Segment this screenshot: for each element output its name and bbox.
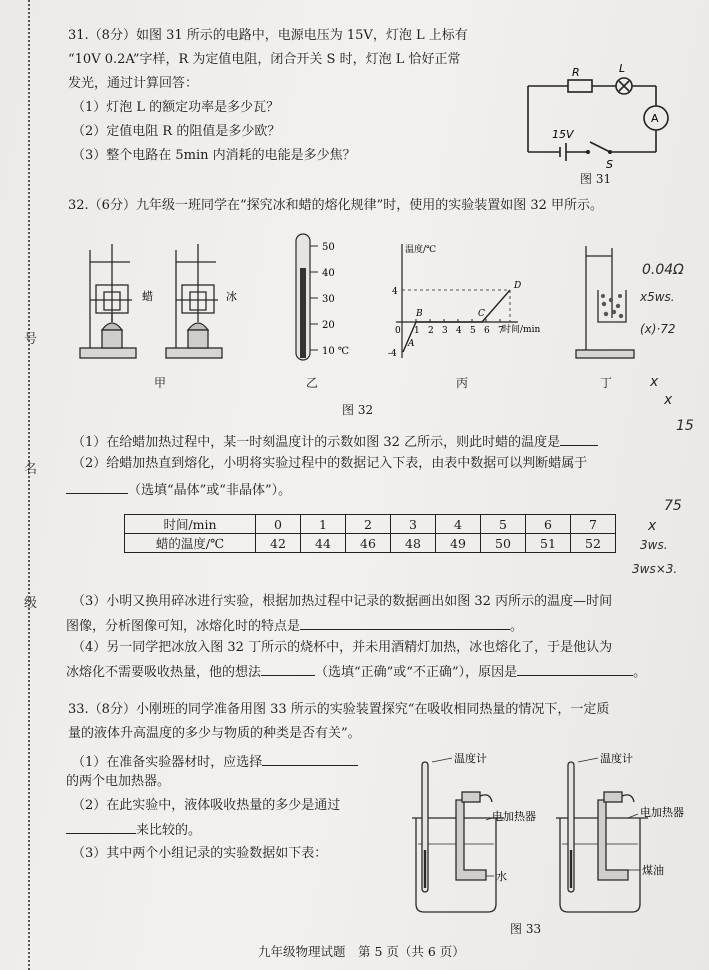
circuit-voltage-label: 15V	[552, 128, 574, 141]
table-cell: 48	[391, 534, 436, 553]
graph-ylabel: 温度/℃	[405, 245, 437, 255]
fig32-bing-caption: 丙	[456, 376, 469, 390]
table-cell: 51	[526, 534, 571, 553]
q31-sub1: （1）灯泡 L 的额定功率是多少瓦？	[72, 100, 280, 115]
table-cell: 7	[571, 515, 616, 534]
table-cell: 44	[301, 534, 346, 553]
handwritten-note: 3ws.	[640, 538, 668, 552]
fig33-oil-label: 煤油	[642, 864, 664, 877]
table-cell: 5	[481, 515, 526, 534]
table-cell: 0	[256, 515, 301, 534]
graph-ytick-neg4: -4	[388, 349, 397, 359]
table-header-time: 时间/min	[125, 515, 256, 534]
graph-xtick-6: 6	[484, 326, 490, 336]
q33-sub1b: 的两个电加热器。	[66, 774, 171, 789]
handwritten-note: 75	[664, 498, 682, 514]
handwritten-note: x	[650, 374, 659, 390]
graph-xtick-5: 5	[470, 326, 476, 336]
q33-sub3: （3）其中两个小组记录的实验数据如下表：	[72, 846, 328, 861]
handwritten-note: 3ws×3.	[632, 562, 678, 576]
graph-point-c: C	[478, 309, 485, 319]
table-cell: 46	[346, 534, 391, 553]
fig33-heater-label-2: 电加热器	[640, 806, 684, 819]
graph-ytick-4: 4	[392, 287, 398, 297]
fig33-caption: 图 33	[510, 922, 542, 936]
graph-xlabel: 时间/min	[502, 325, 541, 335]
graph-xtick-3: 3	[442, 326, 448, 336]
q32-stem: 32.（6分）九年级一班同学在“探究冰和蜡的熔化规律”时，使用的实验装置如图 32 甲所示。	[68, 198, 604, 213]
table-cell: 6	[526, 515, 571, 534]
graph-point-b: B	[416, 309, 423, 319]
graph-xtick-2: 2	[428, 326, 434, 336]
fig32-caption: 图 32	[342, 403, 374, 417]
q32-sub1-text: （1）在给蜡加热过程中，某一时刻温度计的示数如图 32 乙所示，则此时蜡的温度是	[72, 435, 561, 450]
q32-sub3a: （3）小明又换用碎冰进行实验，根据加热过程中记录的数据画出如图 32 丙所示的温度—时间	[72, 594, 613, 609]
table-cell: 3	[391, 515, 436, 534]
q32-sub4b-text: 冰熔化不需要吸收热量，他的想法	[66, 665, 262, 680]
handwritten-note: x	[648, 518, 657, 534]
fig33-heater-label-1: 电加热器	[492, 810, 536, 823]
table-cell: 50	[481, 534, 526, 553]
q32-sub2-text: （2）给蜡加热直到熔化，小明将实验过程中的数据记入下表，由表中数据可以判断蜡属于	[72, 456, 588, 471]
graph-xtick-1: 1	[414, 326, 420, 336]
table-header-temp: 蜡的温度/℃	[125, 534, 256, 553]
table-cell: 2	[346, 515, 391, 534]
handwritten-note: 0.04Ω	[642, 262, 684, 278]
thermo-tick-50: 50	[322, 242, 335, 253]
table-cell: 4	[436, 515, 481, 534]
circuit-switch-label: S	[606, 158, 613, 171]
handwritten-note: x5ws.	[640, 290, 675, 304]
table-cell: 1	[301, 515, 346, 534]
table-cell: 52	[571, 534, 616, 553]
q32-sub4c-text: （选填“正确”或“不正确”），原因是	[315, 665, 518, 680]
fig32-ding-caption: 丁	[600, 376, 613, 390]
thermo-tick-20: 20	[322, 320, 335, 331]
graph-xtick-4: 4	[456, 326, 462, 336]
circuit-ammeter-label: A	[651, 112, 659, 125]
handwritten-note: 15	[676, 418, 694, 434]
q31-sub2: （2）定值电阻 R 的阻值是多少欧？	[72, 124, 281, 139]
margin-label-number: 号	[24, 332, 38, 347]
q33-sub1a-text: （1）在准备实验器材时，应选择	[72, 755, 263, 770]
circuit-r-label: R	[572, 66, 580, 79]
handwritten-note: x	[664, 392, 673, 408]
q31-sub3: （3）整个电路在 5min 内消耗的电能是多少焦？	[72, 148, 356, 163]
q32-sub3b-text: 图像，分析图像可知，冰熔化时的特点是	[66, 619, 301, 634]
fig33-thermometer-label-2: 温度计	[600, 752, 633, 765]
q32-sub2b-text: （选填“晶体”或“非晶体”）。	[128, 483, 292, 498]
q32-sub4b: 冰熔化不需要吸收热量，他的想法 （选填“正确”或“不正确”），原因是 。	[66, 662, 646, 681]
margin-label-class: 级	[24, 596, 38, 611]
handwritten-note: (x)·72	[640, 322, 676, 336]
page-footer: 九年级物理试题 第 5 页（共 6 页）	[258, 944, 465, 959]
graph-point-d: D	[514, 281, 522, 291]
fig33-thermometer-label-1: 温度计	[454, 752, 487, 765]
q33-line1: 33.（8分）小刚班的同学准备用图 33 所示的实验装置探究“在吸收相同热量的情况下，一定质	[68, 702, 610, 717]
q33-sub2b-text: 来比较的。	[136, 823, 202, 838]
q33-line2: 量的液体升高温度的多少与物质的种类是否有关”。	[68, 726, 361, 741]
q31-line2: “10V 0.2A”字样，R 为定值电阻，闭合开关 S 时，灯泡 L 恰好正常	[68, 52, 461, 67]
q31-line1: 31.（8分）如图 31 所示的电路中，电源电压为 15V，灯泡 L 上标有	[68, 28, 468, 43]
fig32-jia-caption: 甲	[154, 376, 167, 390]
q32-sub4a: （4）另一同学把冰放入图 32 丁所示的烧杯中，并未用酒精灯加热，冰也熔化了，于是他认为	[72, 640, 613, 655]
table-cell: 49	[436, 534, 481, 553]
jia-wax-label: 蜡	[142, 290, 153, 303]
fig31-caption: 图 31	[580, 172, 612, 186]
fig33-water-label: 水	[496, 870, 507, 883]
graph-origin: 0	[395, 326, 401, 336]
thermo-tick-40: 40	[322, 268, 335, 279]
graph-xtick-7: 7	[498, 326, 504, 336]
margin-label-name: 名	[24, 462, 38, 477]
circuit-l-label: L	[619, 62, 626, 75]
fig32-yi-caption: 乙	[306, 376, 319, 390]
thermo-tick-10: 10 ℃	[322, 346, 350, 357]
thermo-tick-30: 30	[322, 294, 335, 305]
q33-sub2a: （2）在此实验中，液体吸收热量的多少是通过	[72, 798, 341, 813]
jia-ice-label: 冰	[226, 290, 237, 303]
graph-point-a: A	[408, 339, 415, 349]
q31-line3: 发光，通过计算回答：	[68, 76, 199, 91]
q32-sub3b: 图像，分析图像可知，冰熔化时的特点是 。	[66, 616, 523, 635]
table-cell: 42	[256, 534, 301, 553]
